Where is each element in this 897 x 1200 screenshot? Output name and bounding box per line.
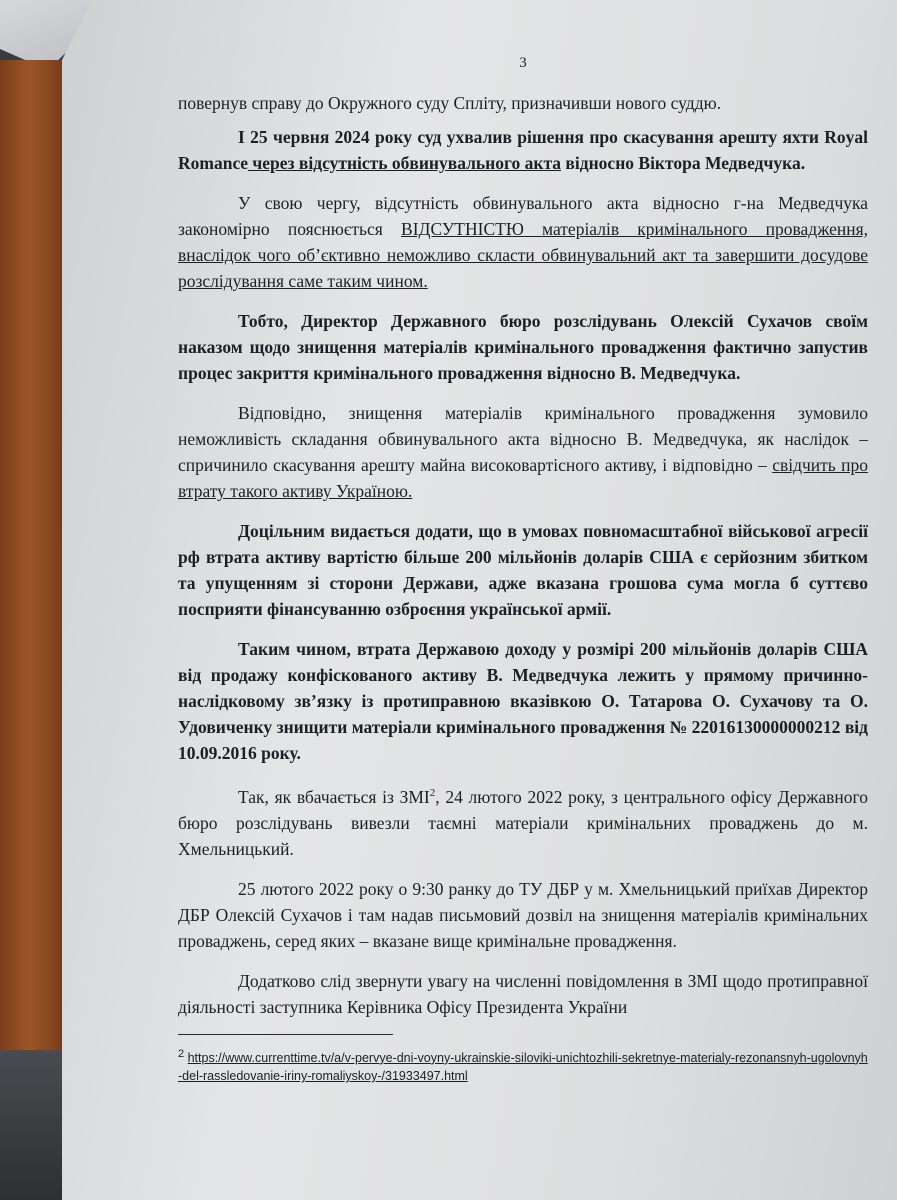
paragraph-3: [178, 190, 868, 294]
paragraph-8-start: Так, як вбачається із ЗМІ: [238, 786, 430, 807]
paragraph-2-rest: відносно Віктора Медведчука.: [561, 153, 806, 173]
footnote: [178, 1045, 868, 1085]
wooden-table-edge: [0, 60, 70, 1050]
paragraph-3-start: У свою чергу, відсутність обвинувального акта відносно г-на Медведчука закономірно пояснюється: [178, 193, 868, 239]
paragraph-8-rest: , 24 лютого 2022 року, з центрального офісу Державного бюро розслідувань вивезли таємні матеріали кримінальних проваджень до м. Хмельницький.: [178, 786, 868, 859]
document-content: [178, 50, 868, 1085]
footnote-number: 2: [178, 1047, 185, 1060]
paragraph-5-underline: свідчить про втрату такого активу Україною.: [178, 455, 868, 501]
paragraph-6: Доцільним видається додати, що в умовах повномасштабної військової агресії рф втрата активу вартістю більше 200 мільйонів доларів США є серйозним збитком та упущенням зі сторони Держави, адже вказана грошова сума могла б суттєво посприяти фінансуванню озброєння української армії.: [178, 521, 868, 619]
paragraph-4: Тобто, Директор Державного бюро розслідувань Олексій Сухачов своїм наказом щодо знищення матеріалів кримінального провадження фактично запустив процес закриття кримінального провадження відносно В. Медведчука.: [178, 311, 868, 383]
paragraph-2-bold: І 25 червня 2024 року суд ухвалив рішення про скасування арешту яхти Royal Romance: [178, 127, 868, 173]
footnote-divider: [178, 1034, 393, 1035]
paragraph-8: [178, 780, 868, 862]
paragraph-9: 25 лютого 2022 року о 9:30 ранку до ТУ ДБР у м. Хмельницький приїхав Директор ДБР Олексій Сухачов і там надав письмовий дозвіл на знищення матеріалів кримінальних проваджень, серед яких – вказане вище кримінальне провадження.: [178, 878, 868, 951]
footnote-link[interactable]: https://www.currenttime.tv/a/v-pervye-dni-voyny-ukrainskie-siloviki-unichtozhili-sekretnye-materialy-rezonansnyh-ugolovnyh-del-rassledovanie-iriny-romaliyskoy-/31933497.html: [178, 1050, 868, 1083]
paragraph-10: Додатково слід звернути увагу на численні повідомлення в ЗМІ щодо протиправної діяльності заступника Керівника Офісу Президента України: [178, 970, 868, 1017]
paragraph-5-start: Відповідно, знищення матеріалів кримінального провадження зумовило неможливість складання обвинувального акта відносно В. Медведчука, як наслідок – спричинило скасування арешту майна високовартісного активу, і відповідно –: [178, 403, 868, 475]
paragraph-5: [178, 400, 868, 504]
page-number: 3: [519, 55, 527, 71]
paragraph-2-underline: через відсутність обвинувального акта: [247, 153, 562, 173]
footnote-ref[interactable]: 2: [429, 787, 436, 799]
paragraph-3-underline: ВІДСУТНІСТЮ матеріалів кримінального провадження, внаслідок чого об’єктивно неможливо скласти обвинувальний акт та завершити досудове розслідування саме таким чином.: [178, 219, 868, 291]
paragraph-2: [178, 124, 868, 176]
paragraph-1: повернув справу до Окружного суду Спліту, призначивши нового суддю.: [178, 93, 722, 113]
paragraph-7: Таким чином, втрата Державою доходу у розмірі 200 мільйонів доларів США від продажу конфіскованого активу В. Медведчука лежить у прямому причинно-наслідковому зв’язку із протиправною вказівкою О. Татарова О. Сухачову та О. Удовиченку знищити матеріали кримінального провадження № 22016130000000212 від 10.09.2016 року.: [178, 639, 868, 763]
